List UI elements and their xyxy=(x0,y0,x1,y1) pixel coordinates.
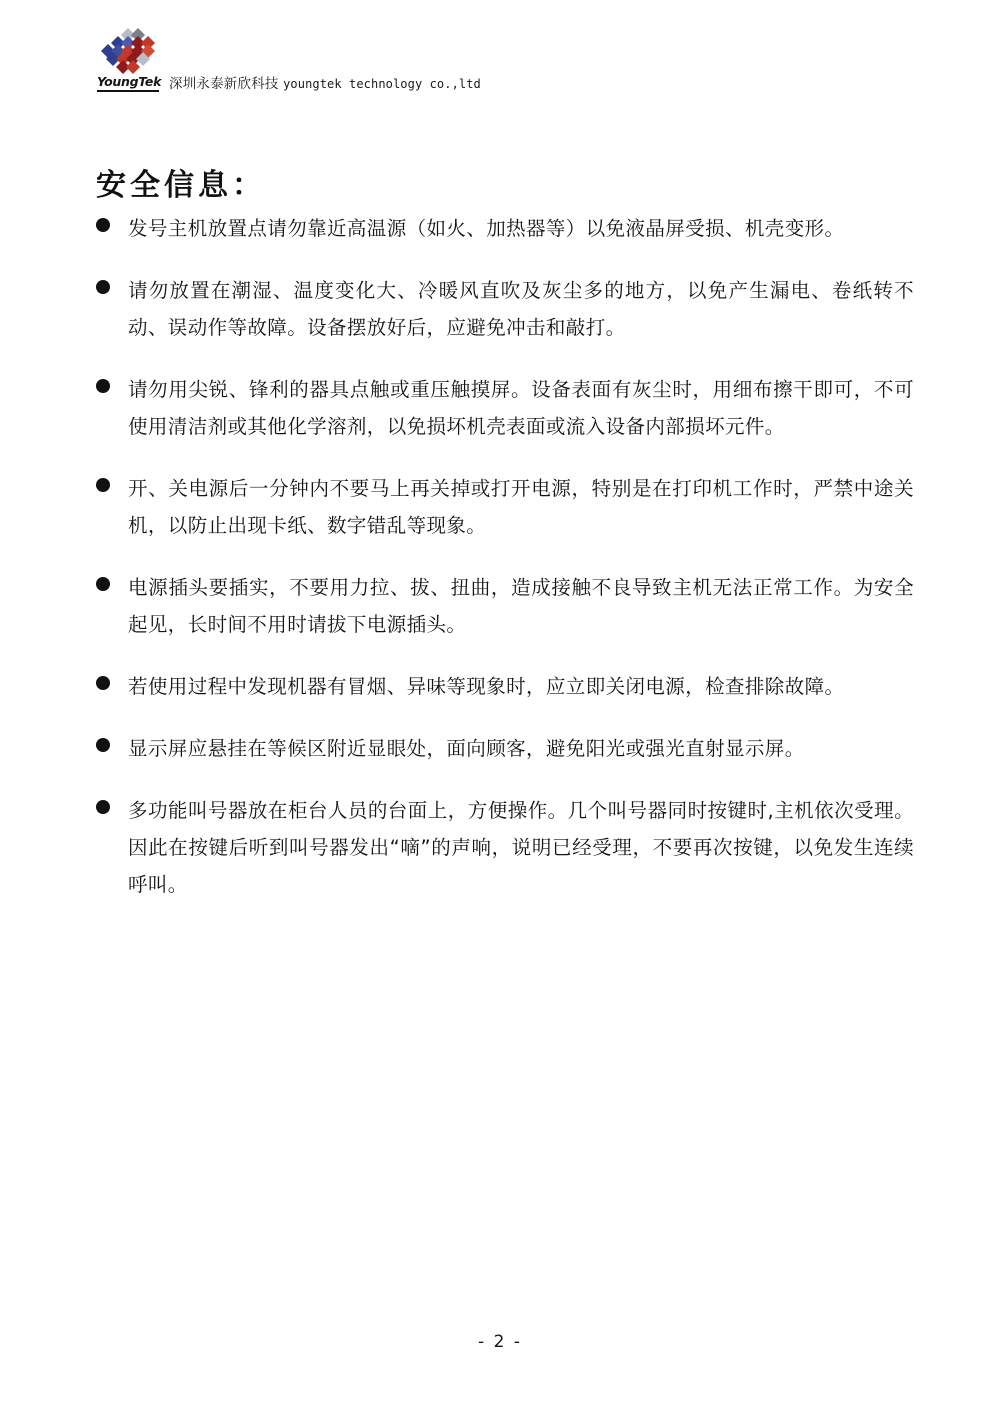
list-item-text: 开、关电源后一分钟内不要马上再关掉或打开电源，特别是在打印机工作时，严禁中途关机，以防止出现卡纸、数字错乱等现象。 xyxy=(128,477,914,537)
list-item-text: 电源插头要插实，不要用力拉、拔、扭曲，造成接触不良导致主机无法正常工作。为安全起见，长时间不用时请拔下电源插头。 xyxy=(128,576,914,636)
page-header xyxy=(97,26,917,106)
company-logo xyxy=(97,26,917,98)
bullet-icon xyxy=(96,280,110,294)
company-name-en: youngtek technology co.,ltd xyxy=(283,77,481,91)
list-item xyxy=(96,792,914,903)
bullet-icon xyxy=(96,577,110,591)
list-item xyxy=(96,371,914,445)
page-title: 安全信息： xyxy=(96,168,266,204)
logo-mark xyxy=(97,26,162,98)
list-item xyxy=(96,730,914,767)
bullet-icon xyxy=(96,676,110,690)
list-item xyxy=(96,668,914,705)
bullet-icon xyxy=(96,379,110,393)
list-item xyxy=(96,272,914,346)
logo-wordmark: YoungTek xyxy=(97,74,162,89)
bullet-icon xyxy=(96,478,110,492)
logo-underline xyxy=(97,90,159,92)
list-item-text: 请勿用尖锐、锋利的器具点触或重压触摸屏。设备表面有灰尘时，用细布擦干即可，不可使用清洁剂或其他化学溶剂，以免损坏机壳表面或流入设备内部损坏元件。 xyxy=(128,378,914,438)
list-item xyxy=(96,210,914,247)
bullet-icon xyxy=(96,800,110,814)
diamond-grid-icon xyxy=(97,26,159,74)
list-item xyxy=(96,569,914,643)
list-item-text: 显示屏应悬挂在等候区附近显眼处，面向顾客，避免阳光或强光直射显示屏。 xyxy=(128,737,805,760)
company-name xyxy=(169,72,481,98)
company-name-cn: 深圳永泰新欣科技 xyxy=(169,76,279,92)
bullet-icon xyxy=(96,738,110,752)
page-number: - 2 - xyxy=(478,1332,522,1352)
list-item-text: 若使用过程中发现机器有冒烟、异味等现象时，应立即关闭电源，检查排除故障。 xyxy=(128,675,845,698)
safety-information-list xyxy=(96,210,914,928)
list-item-text: 发号主机放置点请勿靠近高温源（如火、加热器等）以免液晶屏受损、机壳变形。 xyxy=(128,217,845,240)
list-item-text: 多功能叫号器放在柜台人员的台面上，方便操作。几个叫号器同时按键时,主机依次受理。因此在按键后听到叫号器发出“嘀”的声响，说明已经受理，不要再次按键，以免发生连续呼叫。 xyxy=(128,799,914,896)
page-footer xyxy=(0,1332,1000,1352)
bullet-icon xyxy=(96,218,110,232)
list-item xyxy=(96,470,914,544)
list-item-text: 请勿放置在潮湿、温度变化大、冷暖风直吹及灰尘多的地方，以免产生漏电、卷纸转不动、误动作等故障。设备摆放好后，应避免冲击和敲打。 xyxy=(128,279,914,339)
